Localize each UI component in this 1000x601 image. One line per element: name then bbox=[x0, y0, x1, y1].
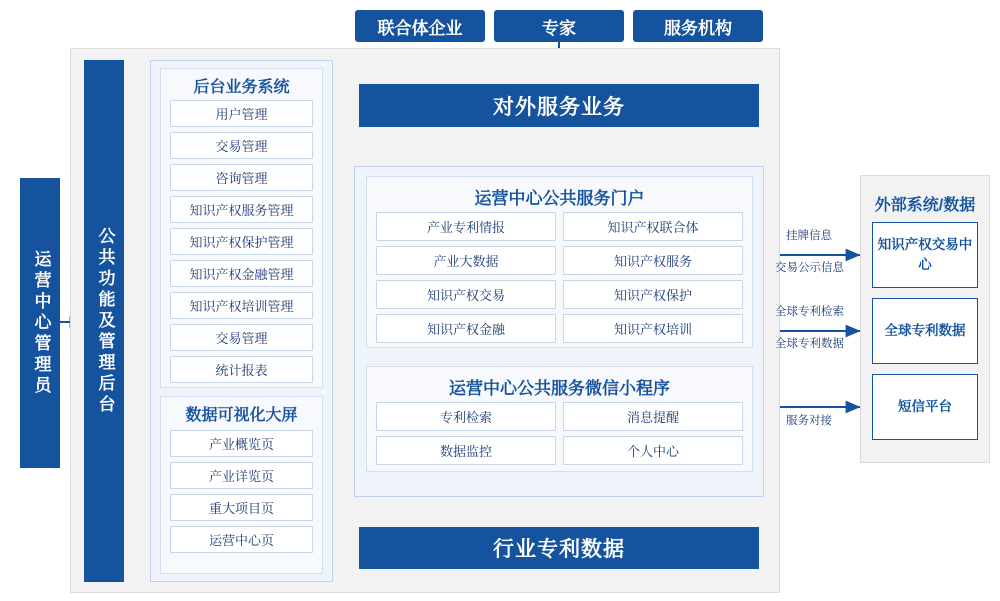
miniprogram-item-1[interactable] bbox=[563, 402, 743, 431]
portal-item-1[interactable] bbox=[563, 212, 743, 241]
miniprogram-item-3[interactable] bbox=[563, 436, 743, 465]
item-label: 产业大数据 bbox=[433, 254, 499, 269]
item-label: 交易管理 bbox=[215, 139, 268, 154]
item-label: 运营中心页 bbox=[208, 533, 274, 548]
item-label: 重大项目页 bbox=[208, 501, 274, 516]
item-label: 知识产权培训 bbox=[613, 322, 692, 337]
external-service-label: 对外服务业务 bbox=[493, 95, 625, 119]
portal-item-4[interactable] bbox=[376, 280, 556, 309]
backoffice-item-2[interactable] bbox=[170, 164, 313, 191]
item-label: 知识产权服务管理 bbox=[189, 203, 294, 218]
dataviz-item-0[interactable] bbox=[170, 430, 313, 457]
item-label: 统计报表 bbox=[215, 363, 268, 378]
item-label: 知识产权金融 bbox=[426, 322, 505, 337]
item-label: 产业详览页 bbox=[208, 469, 274, 484]
external-box-label: 短信平台 bbox=[898, 399, 952, 415]
backoffice-item-5[interactable] bbox=[170, 260, 313, 287]
backoffice-item-3[interactable] bbox=[170, 196, 313, 223]
backoffice-item-8[interactable] bbox=[170, 356, 313, 383]
item-label: 知识产权保护管理 bbox=[189, 235, 294, 250]
left-bar-label: 公共功能及管理后台 bbox=[95, 226, 115, 416]
external-link-label-1: 交易公示信息 bbox=[775, 262, 844, 274]
dataviz-item-2[interactable] bbox=[170, 494, 313, 521]
item-label: 交易管理 bbox=[215, 331, 268, 346]
external-service-bar bbox=[359, 84, 759, 127]
portal-item-5[interactable] bbox=[563, 280, 743, 309]
external-link-label-2: 全球专利检索 bbox=[775, 306, 844, 318]
item-label: 知识产权金融管理 bbox=[189, 267, 294, 282]
external-box-2[interactable] bbox=[872, 374, 978, 440]
external-link-label-4: 服务对接 bbox=[786, 415, 832, 427]
dataviz-item-1[interactable] bbox=[170, 462, 313, 489]
item-label: 专利检索 bbox=[439, 410, 492, 425]
dataviz-title: 数据可视化大屏 bbox=[185, 406, 298, 424]
miniprogram-item-0[interactable] bbox=[376, 402, 556, 431]
portal-item-7[interactable] bbox=[563, 314, 743, 343]
top-entity-2[interactable] bbox=[633, 10, 763, 42]
portal-title: 运营中心公共服务门户 bbox=[474, 188, 645, 208]
item-label: 知识产权联合体 bbox=[607, 220, 699, 235]
portal-item-2[interactable] bbox=[376, 246, 556, 275]
external-box-label: 全球专利数据 bbox=[884, 323, 966, 339]
industry-patent-data-label: 行业专利数据 bbox=[493, 538, 625, 561]
backoffice-item-1[interactable] bbox=[170, 132, 313, 159]
portal-item-3[interactable] bbox=[563, 246, 743, 275]
item-label: 知识产权服务 bbox=[613, 254, 692, 269]
item-label: 咨询管理 bbox=[215, 171, 268, 186]
dataviz-item-3[interactable] bbox=[170, 526, 313, 553]
item-label: 知识产权培训管理 bbox=[189, 299, 294, 314]
external-box-1[interactable] bbox=[872, 298, 978, 364]
backoffice-item-0[interactable] bbox=[170, 100, 313, 127]
item-label: 知识产权保护 bbox=[613, 288, 692, 303]
left-bar-label: 运营中心管理员 bbox=[31, 249, 51, 397]
top-entity-label: 专家 bbox=[542, 18, 576, 38]
top-entity-label: 服务机构 bbox=[664, 18, 732, 38]
backoffice-item-7[interactable] bbox=[170, 324, 313, 351]
item-label: 产业专利情报 bbox=[426, 220, 505, 235]
external-title: 外部系统/数据 bbox=[874, 196, 976, 214]
item-label: 用户管理 bbox=[215, 107, 268, 122]
industry-patent-data-bar bbox=[359, 527, 759, 569]
portal-item-6[interactable] bbox=[376, 314, 556, 343]
external-link-label-3: 全球专利数据 bbox=[775, 338, 844, 350]
backoffice-item-6[interactable] bbox=[170, 292, 313, 319]
left-bar-public-function bbox=[84, 60, 124, 582]
item-label: 个人中心 bbox=[626, 444, 679, 459]
top-entity-1[interactable] bbox=[494, 10, 624, 42]
miniprogram-title: 运营中心公共服务微信小程序 bbox=[449, 378, 670, 398]
item-label: 消息提醒 bbox=[626, 410, 679, 425]
item-label: 知识产权交易 bbox=[426, 288, 505, 303]
item-label: 产业概览页 bbox=[208, 437, 274, 452]
portal-item-0[interactable] bbox=[376, 212, 556, 241]
top-entity-label: 联合体企业 bbox=[377, 18, 463, 38]
backoffice-title: 后台业务系统 bbox=[193, 78, 290, 96]
miniprogram-item-2[interactable] bbox=[376, 436, 556, 465]
external-link-label-0: 挂牌信息 bbox=[786, 230, 832, 242]
left-bar-operator-admin bbox=[20, 178, 60, 468]
backoffice-item-4[interactable] bbox=[170, 228, 313, 255]
external-box-0[interactable] bbox=[872, 222, 978, 288]
item-label: 数据监控 bbox=[439, 444, 492, 459]
top-entity-0[interactable] bbox=[355, 10, 485, 42]
external-box-label: 知识产权交易中心 bbox=[877, 237, 973, 272]
